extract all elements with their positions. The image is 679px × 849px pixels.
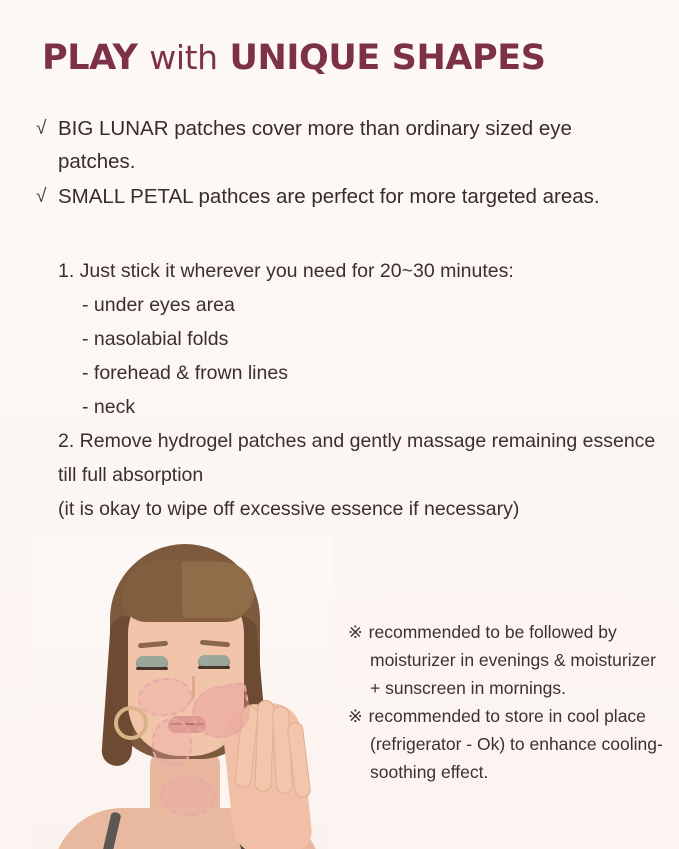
side-note-text: recommended to be followed by moisturizer in evenings & moisturizer + sunscreen in mornings. [368,622,656,698]
usage-area-item: - forehead & frown lines [82,362,288,384]
usage-step-1: 1. Just stick it wherever you need for 20~30 minutes: [58,260,514,282]
side-note-item [348,618,666,702]
page-title-part1: PLAY [42,38,138,78]
patch-outline-nasolabial [152,718,192,766]
model-photo [32,536,332,849]
portrait-illustration [32,536,332,849]
feature-bullet-list [36,112,650,215]
usage-note: (it is okay to wipe off excessive essence if necessary) [58,498,520,520]
hair-fringe-side [182,562,254,618]
bullet-text: BIG LUNAR patches cover more than ordinary sized eye patches. [58,117,572,173]
check-icon: √ [36,118,47,139]
page-title-part3: UNIQUE SHAPES [229,38,546,78]
usage-area-item: - nasolabial folds [82,328,229,350]
reference-mark-icon: ※ [348,622,363,642]
page-title [42,38,546,78]
usage-area-item: - neck [82,396,136,418]
side-notes [348,618,666,786]
usage-area-item: - under eyes area [82,294,235,316]
usage-instructions [58,254,663,526]
eyelash-right [198,666,230,669]
check-icon: √ [36,186,47,207]
list-item [36,180,650,213]
bullet-text: SMALL PETAL pathces are perfect for more targeted areas. [58,185,600,208]
list-item [36,112,650,178]
eyelash-left [136,667,168,670]
side-note-text: recommended to store in cool place (refrigerator - Ok) to enhance cooling-soothing effect. [368,706,663,782]
side-note-item [348,702,666,786]
earring-left [114,706,148,740]
usage-step-2: 2. Remove hydrogel patches and gently massage remaining essence till full absorption [58,430,656,486]
page-title-part2: with [149,38,218,77]
reference-mark-icon: ※ [348,706,363,726]
